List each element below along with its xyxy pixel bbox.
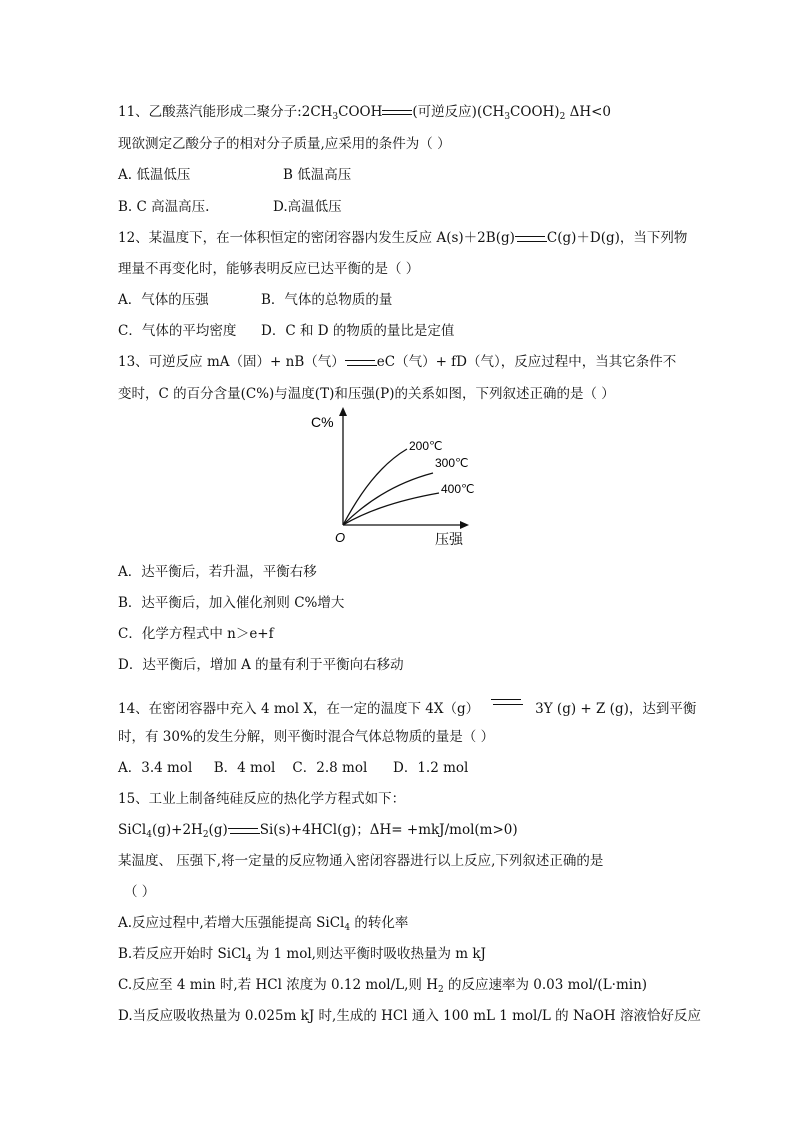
q12-option-a: A．气体的压强 xyxy=(118,292,209,308)
q13-option-a: A．达平衡后，若升温，平衡右移 xyxy=(118,564,317,580)
origin-label: O xyxy=(335,530,346,545)
reversible-arrow xyxy=(515,234,547,244)
x-axis-arrow xyxy=(460,521,469,529)
q11-option-b: B 低温高压 xyxy=(283,167,352,183)
reversible-arrow xyxy=(345,358,377,368)
curve-label-400: 400℃ xyxy=(441,482,475,496)
q12-line2: 理量不再变化时，能够表明反应已达平衡的是（ ） xyxy=(118,261,420,277)
q14-options: A．3.4 mol B．4 mol C．2.8 mol D．1.2 mol xyxy=(118,760,469,776)
x-axis-label: 压强 xyxy=(435,532,463,548)
reversible-arrow xyxy=(228,826,260,836)
q12-option-b: B．气体的总物质的量 xyxy=(261,292,393,308)
q13-line1: 13、可逆反应 mA（固）+ nB（气） eC（气）+ fD（气），反应过程中，当其它条件不 xyxy=(118,354,677,370)
q15-line1: 15、工业上制备纯硅反应的热化学方程式如下： xyxy=(118,791,406,807)
q15-option-c: C.反应至 4 min 时,若 HCl 浓度为 0.12 mol/L,则 $H_2$ 的反应速率为 0.03 mol/(L·min) xyxy=(118,977,648,995)
q14-line1: 14、在密闭容器中充入 4 mol X，在一定的温度下 4X（g） 3Y (g) + Z (g)，达到平衡 xyxy=(118,697,696,718)
curve-label-200: 200℃ xyxy=(409,439,443,453)
q15-option-d: D.当反应吸收热量为 0.025m kJ 时,生成的 HCl 通入 100 mL 1 mol/L 的 NaOH 溶液恰好反应 xyxy=(118,1008,701,1024)
q15-option-b: B.若反应开始时 SiCl$_4$ 为 1 mol,则达平衡时吸收热量为 m kJ xyxy=(118,946,486,964)
q15-line3: 某温度、 压强下,将一定量的反应物通入密闭容器进行以上反应,下列叙述正确的是 xyxy=(118,853,604,869)
curve-label-300: 300℃ xyxy=(435,456,469,470)
q12-option-c: C．气体的平均密度 xyxy=(118,323,237,339)
curve-200 xyxy=(343,449,407,525)
equilibrium-sign xyxy=(382,108,412,118)
q14-line2: 时，有 30%的发生分解，则平衡时混合气体总物质的量是（ ） xyxy=(118,729,495,745)
q12-line1: 12、某温度下，在一体积恒定的密闭容器内发生反应 A(s)＋2B(g) C(g)＋D(g)，当下列物 xyxy=(118,230,688,246)
reversible-arrow xyxy=(491,697,523,707)
q13-option-c: C．化学方程式中 n＞e+f xyxy=(118,626,274,642)
curve-400 xyxy=(343,493,439,525)
q15-equation: $SiCl_4(g)+2H_2(g)$ Si(s)+4HCl(g)；ΔH= +mkJ/mol(m>0) xyxy=(118,822,518,840)
q11-option-a: A. 低温低压 xyxy=(118,167,191,183)
q13-option-d: D．达平衡后，增加 A 的量有利于平衡向右移动 xyxy=(118,657,404,673)
c-percent-pressure-figure xyxy=(311,405,475,548)
q11-option-d: D.高温低压 xyxy=(273,199,342,215)
q11-line1: 11、乙酸蒸汽能形成二聚分子$:2CH_3COOH$ (可逆反应)$(CH_3COOH)_2$ ΔH<0 xyxy=(118,104,612,122)
y-axis-arrow xyxy=(339,407,347,416)
q15-option-a: A.反应过程中,若增大压强能提高 SiCl$_4$ 的转化率 xyxy=(118,915,409,933)
q11-line2: 现欲测定乙酸分子的相对分子质量,应采用的条件为（ ） xyxy=(118,136,451,152)
y-axis-label: C% xyxy=(311,414,334,430)
q12-option-d: D．C 和 D 的物质的量比是定值 xyxy=(261,323,455,339)
q11-option-c: B. C 高温高压. xyxy=(118,199,210,215)
q13-option-b: B．达平衡后，加入催化剂则 C%增大 xyxy=(118,595,345,611)
q13-line2: 变时，C 的百分含量(C%)与温度(T)和压强(P)的关系如图，下列叙述正确的是（ ） xyxy=(118,386,615,402)
q15-line4: （ ） xyxy=(124,884,156,900)
